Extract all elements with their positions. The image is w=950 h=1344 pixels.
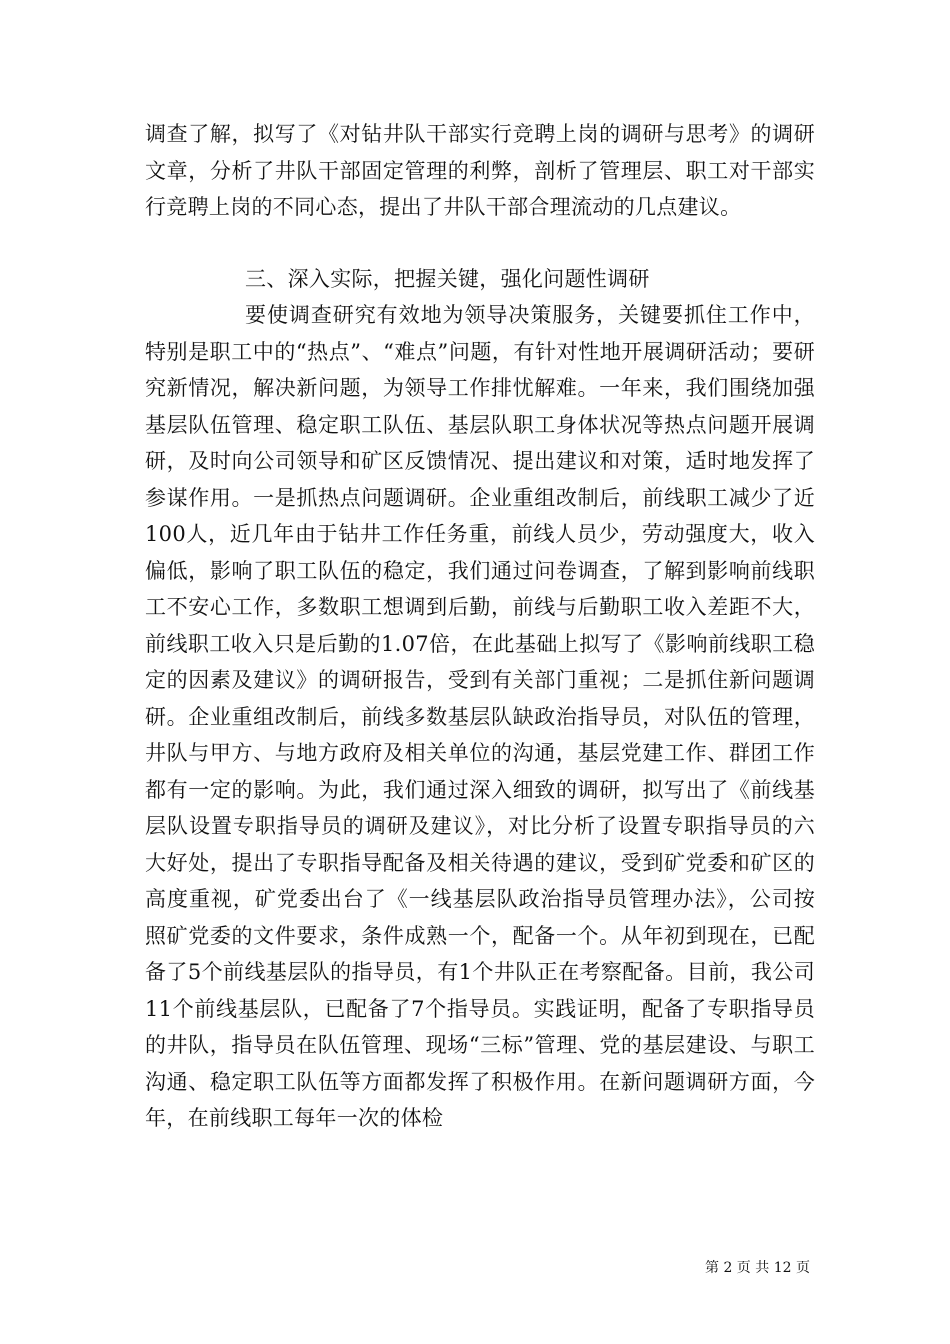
page-number: 第 2 页 共 12 页	[705, 1260, 810, 1276]
body-paragraph-2: 要使调查研究有效地为领导决策服务，关键要抓住工作中，特别是职工中的“热点”、“难点”问题，有针对性地开展调研活动；要研究新情况，解决新问题，为领导工作排忧解难。一年来，我们围绕加强基层队伍管理、稳定职工队伍、基层队职工身体状况等热点问题开展调研，及时向公司领导和矿区反馈情况、提出建议和对策，适时地发挥了参谋作用。一是抓热点问题调研。企业重组改制后，前线职工减少了近100人，近几年由于钻井工作任务重，前线人员少，劳动强度大，收入偏低，影响了职工队伍的稳定，我们通过问卷调查，了解到影响前线职工不安心工作，多数职工想调到后勤，前线与后勤职工收入差距不大，前线职工收入只是后勤的1.07倍，在此基础上拟写了《影响前线职工稳定的因素及建议》的调研报告，受到有关部门重视；二是抓住新问题调研。企业重组改制后，前线多数基层队缺政治指导员，对队伍的管理，井队与甲方、与地方政府及相关单位的沟通，基层党建工作、群团工作都有一定的影响。为此，我们通过深入细致的调研，拟写出了《前线基层队设置专职指导员的调研及建议》，对比分析了设置专职指导员的六大好处，提出了专职指导配备及相关待遇的建议，受到矿党委和矿区的高度重视，矿党委出台了《一线基层队政治指导员管理办法》，公司按照矿党委的文件要求，条件成熟一个，配备一个。从年初到现在，已配备了5个前线基层队的指导员，有1个井队正在考察配备。目前，我公司11个前线基层队，已配备了7个指导员。实践证明，配备了专职指导员的井队，指导员在队伍管理、现场“三标”管理、党的基层建设、与职工沟通、稳定职工队伍等方面都发挥了积极作用。在新问题调研方面，今年，在前线职工每年一次的体检	[145, 303, 815, 1130]
body-paragraph-1: 调查了解，拟写了《对钻井队干部实行竞聘上岗的调研与思考》的调研文章，分析了井队干部固定管理的利弊，剖析了管理层、职工对干部实行竞聘上岗的不同心态，提出了井队干部合理流动的几点建议。	[145, 122, 815, 219]
section-heading: 三、深入实际，把握关键，强化问题性调研	[245, 267, 650, 291]
